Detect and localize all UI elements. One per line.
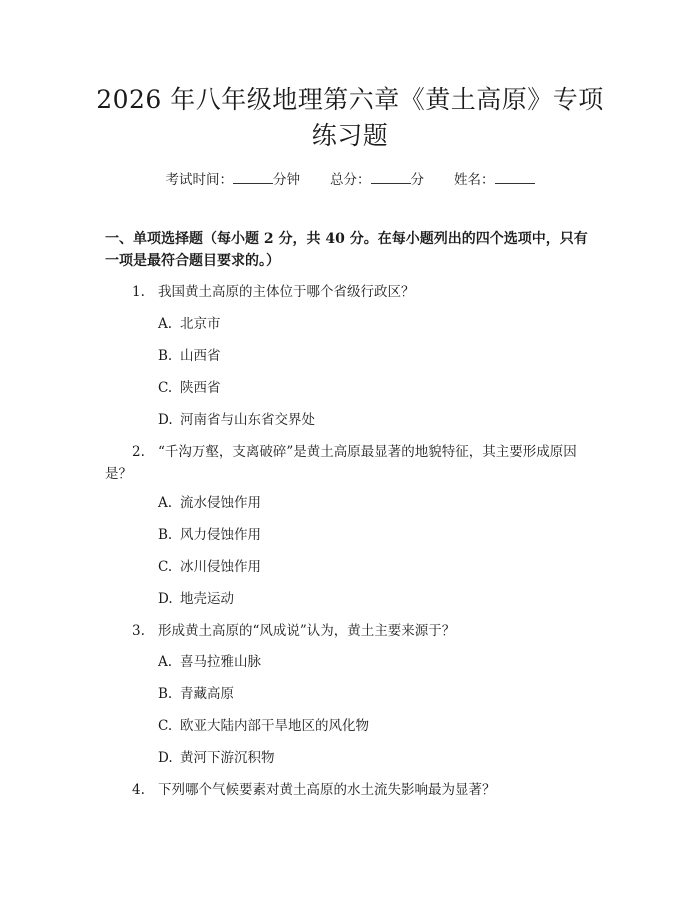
question-number: 2. xyxy=(132,444,145,460)
question-2 xyxy=(105,441,600,485)
score-blank xyxy=(371,171,411,184)
question-1 xyxy=(105,281,600,303)
time-blank xyxy=(233,171,273,184)
q3-option-c: C. 欧亚大陆内部干旱地区的风化物 xyxy=(158,718,369,734)
question-text: 形成黄土高原的“风成说”认为，黄土主要来源于？ xyxy=(158,623,456,639)
q1-option-b: B. 山西省 xyxy=(158,348,221,364)
time-label: 考试时间： xyxy=(165,172,233,188)
question-text: 下列哪个气候要素对黄土高原的水土流失影响最为显著？ xyxy=(158,782,496,798)
time-unit: 分钟 xyxy=(273,172,300,188)
q3-option-b: B. 青藏高原 xyxy=(158,686,234,702)
q2-option-b: B. 风力侵蚀作用 xyxy=(158,527,261,543)
q3-option-d: D. 黄河下游沉积物 xyxy=(158,750,275,766)
question-text: 我国黄土高原的主体位于哪个省级行政区？ xyxy=(158,284,415,300)
score-label: 总分： xyxy=(330,172,371,188)
q1-option-d: D. 河南省与山东省交界处 xyxy=(158,412,315,428)
q2-option-c: C. 冰川侵蚀作用 xyxy=(158,559,261,575)
question-number: 3. xyxy=(132,623,145,639)
question-3 xyxy=(105,620,600,642)
question-number: 4. xyxy=(132,782,145,798)
q1-option-c: C. 陕西省 xyxy=(158,380,221,396)
name-label: 姓名： xyxy=(454,172,495,188)
score-unit: 分 xyxy=(410,172,424,188)
exam-meta xyxy=(0,168,700,188)
page-title-line2: 练习题 xyxy=(311,121,389,150)
question-number: 1. xyxy=(132,284,145,300)
section-title: 一、单项选择题（每小题 2 分，共 40 分。在每小题列出的四个选项中，只有一项是最符合题目要求的。） xyxy=(105,231,588,269)
question-text: “千沟万壑，支离破碎”是黄土高原最显著的地貌特征，其主要形成原因是？ xyxy=(105,444,577,482)
q2-option-d: D. 地壳运动 xyxy=(158,591,234,607)
question-4 xyxy=(105,779,600,801)
q1-option-a: A. 北京市 xyxy=(158,316,221,332)
name-blank xyxy=(495,171,535,184)
q3-option-a: A. 喜马拉雅山脉 xyxy=(158,654,261,670)
q2-option-a: A. 流水侵蚀作用 xyxy=(158,495,261,511)
page-title-line1: 2026 年八年级地理第六章《黄土高原》专项 xyxy=(96,85,604,114)
